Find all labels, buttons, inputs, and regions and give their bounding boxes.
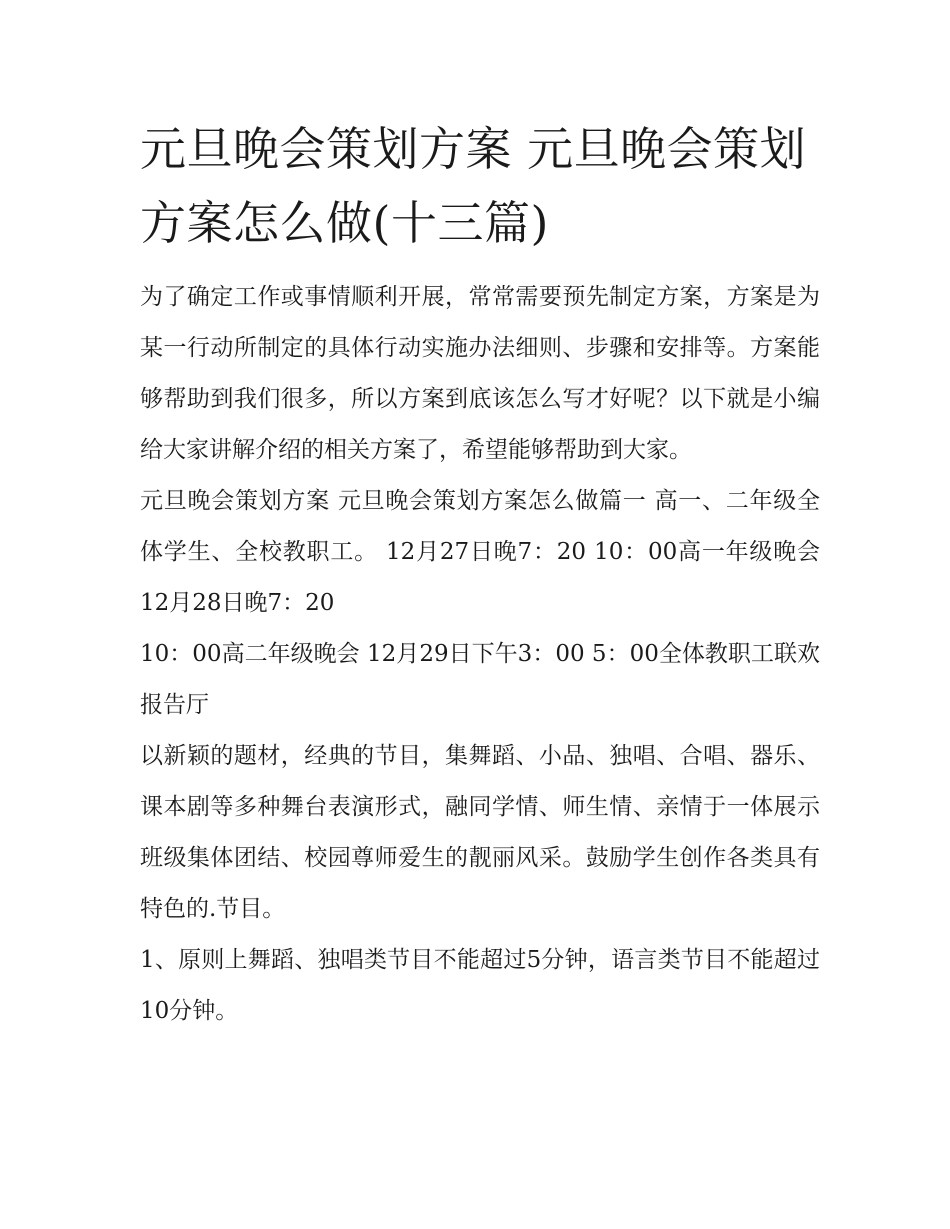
document-body [140,112,820,1037]
rule-paragraph: 1、原则上舞蹈、独唱类节目不能超过5分钟，语言类节目不能超过10分钟。 [140,947,820,1024]
theme-paragraph: 以新颖的题材，经典的节目，集舞蹈、小品、独唱、合唱、器乐、课本剧等多种舞台表演形式，融同学情、师生情、亲情于一体展示班级集体团结、校园尊师爱生的靓丽风采。鼓励学生创作各类具有特色的.节目。 [140,743,820,922]
document-title: 元旦晚会策划方案 元旦晚会策划方案怎么做(十三篇) [140,122,807,250]
schedule-continued-paragraph: 10：00高二年级晚会 12月29日下午3：00 5：00全体教职工联欢 报告厅 [140,641,820,718]
intro-paragraph: 为了确定工作或事情顺利开展，常常需要预先制定方案，方案是为某一行动所制定的具体行动实施办法细则、步骤和安排等。方案能够帮助到我们很多，所以方案到底该怎么写才好呢？以下就是小编给大家讲解介绍的相关方案了，希望能够帮助到大家。 [140,284,820,463]
schedule-paragraph: 元旦晚会策划方案 元旦晚会策划方案怎么做篇一 高一、二年级全体学生、全校教职工。 12月27日晚7：20 10：00高一年级晚会 12月28日晚7：20 [140,488,820,616]
